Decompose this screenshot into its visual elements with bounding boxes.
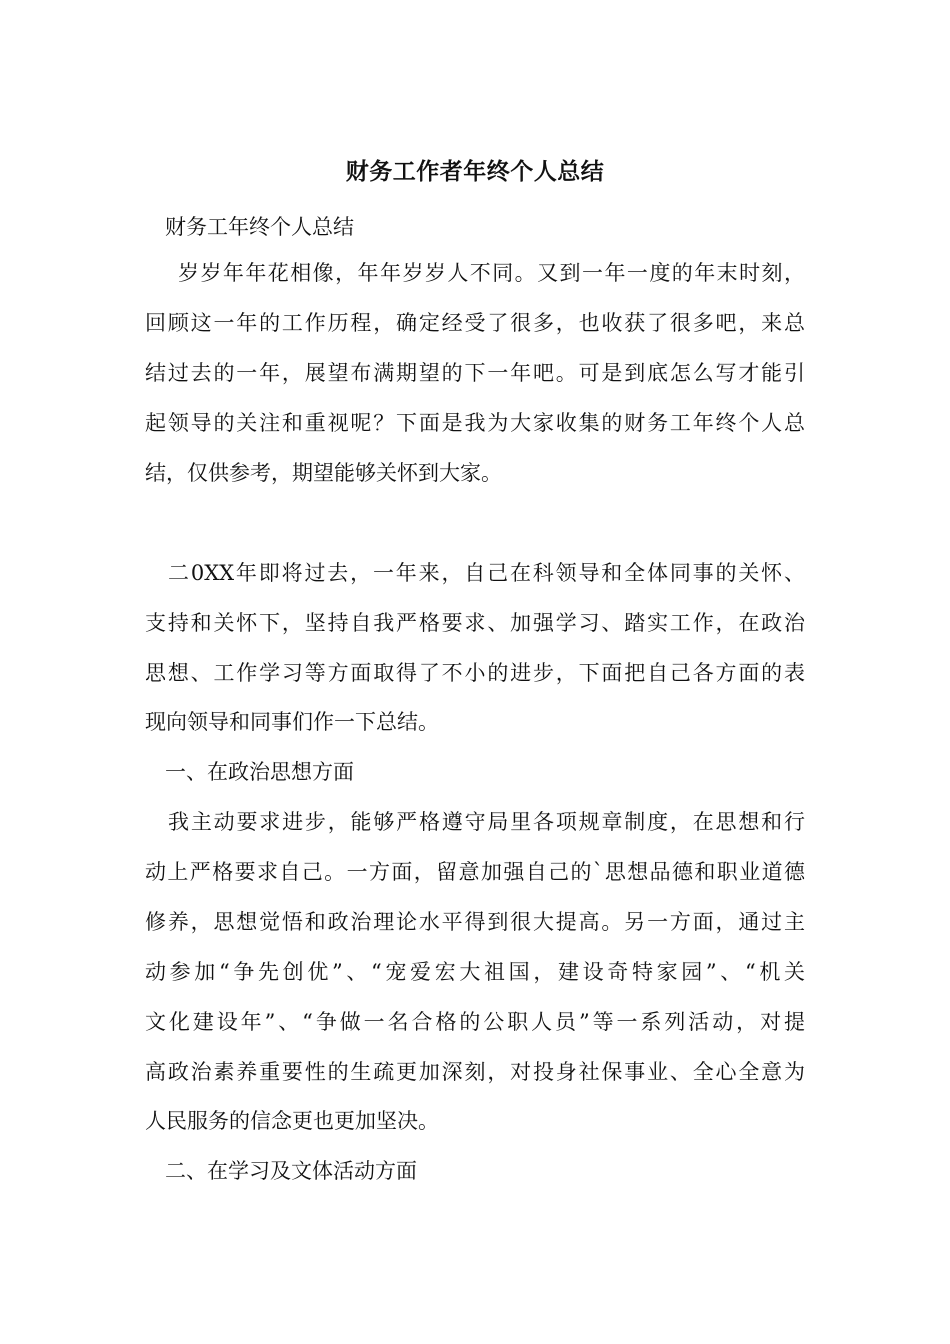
document-title: 财务工作者年终个人总结 — [345, 158, 605, 185]
section2-heading: 二、在学习及文体活动方面 — [165, 1159, 417, 1183]
section1-line-3: 修养，思想觉悟和政治理论水平得到很大提高。另一方面，通过主 — [145, 910, 805, 934]
section1-line-6: 高政治素养重要性的生疏更加深刻，对投身社保事业、全心全意为 — [145, 1060, 805, 1084]
intro-line-3: 结过去的一年，展望布满期望的下一年吧。可是到底怎么写才能引 — [145, 361, 805, 385]
document-subtitle: 财务工年终个人总结 — [165, 215, 354, 239]
section1-line-1: 我主动要求进步，能够严格遵守局里各项规章制度，在思想和行 — [168, 810, 805, 834]
section1-line-2: 动上严格要求自己。一方面，留意加强自己的`思想品德和职业道德 — [145, 860, 805, 884]
overview-line-3: 思想、工作学习等方面取得了不小的进步，下面把自己各方面的表 — [145, 661, 805, 685]
section1-heading: 一、在政治思想方面 — [165, 760, 354, 784]
overview-line-1: 二0XX年即将过去，一年来，自己在科领导和全体同事的关怀、 — [168, 561, 805, 585]
section1-line-4: 动参加“争先创优”、“宠爱宏大祖国，建设奇特家园”、“机关 — [145, 960, 805, 984]
section1-line-5: 文化建设年”、“争做一名合格的公职人员”等一系列活动，对提 — [145, 1010, 805, 1034]
section1-line-7: 人民服务的信念更也更加坚决。 — [145, 1109, 439, 1133]
intro-line-1: 岁岁年年花相像，年年岁岁人不同。又到一年一度的年末时刻， — [178, 261, 805, 285]
intro-line-2: 回顾这一年的工作历程，确定经受了很多，也收获了很多吧，来总 — [145, 311, 805, 335]
intro-line-4: 起领导的关注和重视呢？下面是我为大家收集的财务工年终个人总 — [145, 411, 805, 435]
overview-line-2: 支持和关怀下，坚持自我严格要求、加强学习、踏实工作，在政治 — [145, 611, 805, 635]
overview-line-4: 现向领导和同事们作一下总结。 — [145, 710, 439, 734]
intro-line-5: 结，仅供参考，期望能够关怀到大家。 — [145, 461, 502, 485]
